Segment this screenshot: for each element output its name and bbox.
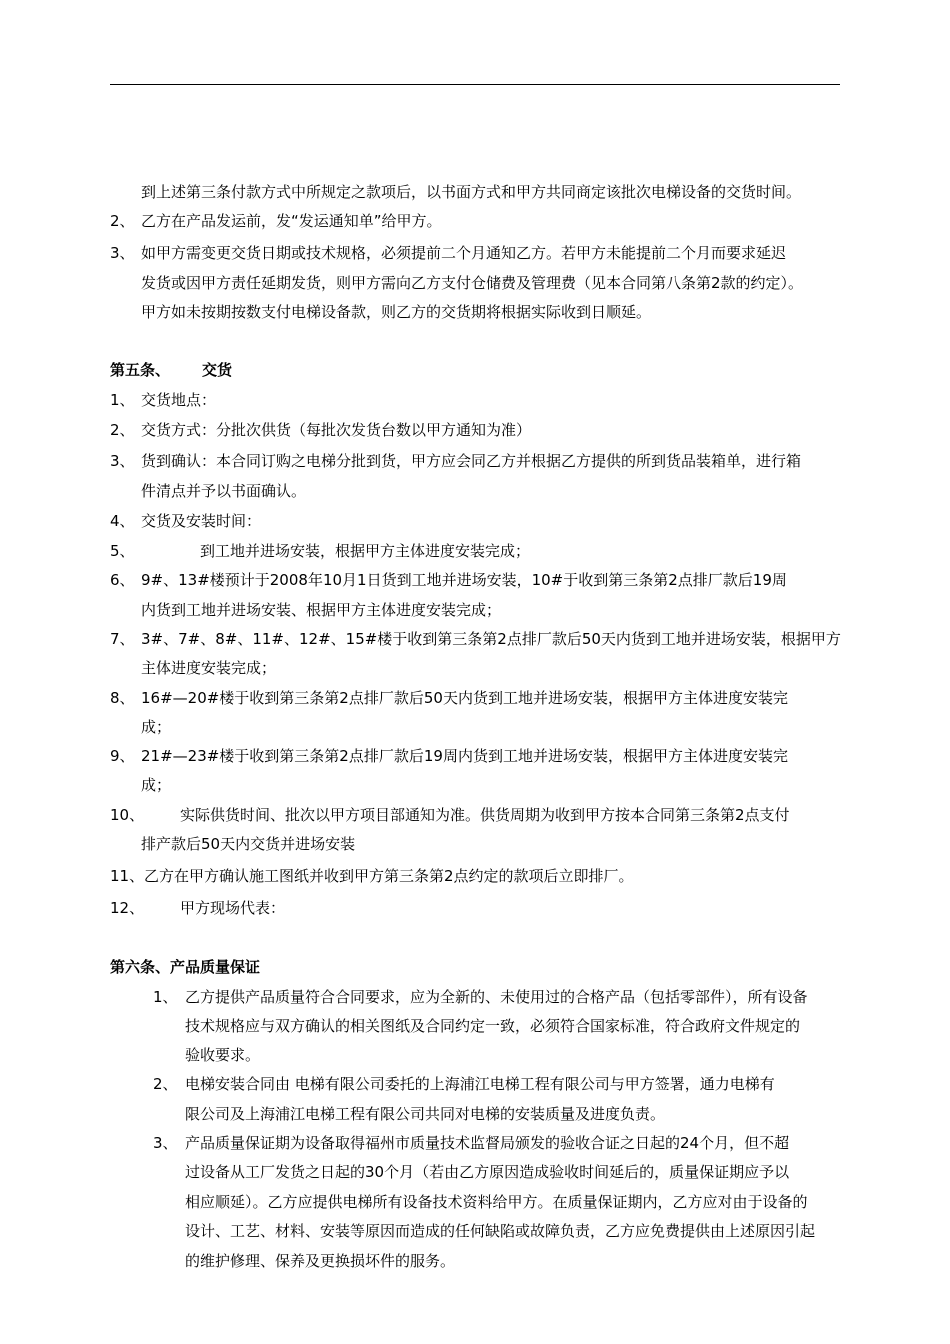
clause5-item8-num: 8、 <box>110 689 135 707</box>
header-rule <box>110 84 840 85</box>
clause5-item9-line1: 21#—23#楼于收到第三条第2点排厂款后19周内货到工地并进场安装，根据甲方主体进度安装完 <box>141 747 788 765</box>
clause5-item10-line1: 实际供货时间、批次以甲方项目部通知为准。供货周期为收到甲方按本合同第三条第2点支付 <box>180 806 790 824</box>
clause5-item3-line2: 件清点并予以书面确认。 <box>141 482 307 500</box>
clause5-item5-num: 5、 <box>110 542 135 560</box>
clause5-item10-num: 10、 <box>110 806 145 824</box>
clause6-item3-line4: 设计、工艺、材料、安装等原因而造成的任何缺陷或故障负责，乙方应免费提供由上述原因引起 <box>185 1222 816 1240</box>
clause5-item7-line1: 3#、7#、8#、11#、12#、15#楼于收到第三条第2点排厂款后50天内货到工地并进场安装，根据甲方 <box>141 630 841 648</box>
clause5-item9-line2: 成； <box>141 776 172 794</box>
clause5-heading-num: 第五条、 <box>110 361 171 379</box>
clause6-item3-line3: 相应顺延）。乙方应提供电梯所有设备技术资料给甲方。在质量保证期内，乙方应对由于设备的 <box>185 1193 808 1211</box>
clause5-item10-line2: 排产款后50天内交货并进场安装 <box>141 835 356 853</box>
clause6-item1-line1: 乙方提供产品质量符合合同要求，应为全新的、未使用过的合格产品（包括零部件），所有设备 <box>185 988 808 1006</box>
clause5-item7-line2: 主体进度安装完成； <box>141 659 277 677</box>
clause6-item2-line1: 电梯安装合同由 电梯有限公司委托的上海浦江电梯工程有限公司与甲方签署，通力电梯有 <box>185 1075 775 1093</box>
clause5-item1-num: 1、 <box>110 391 135 409</box>
clause5-item7-num: 7、 <box>110 630 135 648</box>
clause5-item11-num: 11、 <box>110 867 145 885</box>
clause5-item8-line2: 成； <box>141 718 172 736</box>
clause6-item1-num: 1、 <box>153 988 178 1006</box>
clause5-item11-line1: 乙方在甲方确认施工图纸并收到甲方第三条第2点约定的款项后立即排厂。 <box>144 867 634 885</box>
clause5-item3-line1: 货到确认：本合同订购之电梯分批到货，甲方应会同乙方并根据乙方提供的所到货品装箱单，进行箱 <box>141 452 802 470</box>
clause5-item5-line1: 到工地并进场安装，根据甲方主体进度安装完成； <box>200 542 531 560</box>
clause5-item2-num: 2、 <box>110 421 135 439</box>
clause6-item2-line2: 限公司及上海浦江电梯工程有限公司共同对电梯的安装质量及进度负责。 <box>185 1105 666 1123</box>
clause6-item3-line5: 的维护修理、保养及更换损坏件的服务。 <box>185 1252 456 1270</box>
clause6-item1-line2: 技术规格应与双方确认的相关图纸及合同约定一致，必须符合国家标准，符合政府文件规定的 <box>185 1017 801 1035</box>
clause5-item8-line1: 16#—20#楼于收到第三条第2点排厂款后50天内货到工地并进场安装，根据甲方主体进度安装完 <box>141 689 788 707</box>
clause4-item3-line2: 发货或因甲方责任延期发货，则甲方需向乙方支付仓储费及管理费（见本合同第八条第2款的约定）。 <box>141 274 804 292</box>
clause5-item1-line1: 交货地点： <box>141 391 217 409</box>
clause4-continuation: 到上述第三条付款方式中所规定之款项后，以书面方式和甲方共同商定该批次电梯设备的交货时间。 <box>141 183 802 201</box>
clause5-item4-num: 4、 <box>110 512 135 530</box>
clause4-item3-line3: 甲方如未按期按数支付电梯设备款，则乙方的交货期将根据实际收到日顺延。 <box>141 303 652 321</box>
clause5-item2-line1: 交货方式：分批次供货（每批次发货台数以甲方通知为准） <box>141 421 532 439</box>
clause4-item3-line1: 如甲方需变更交货日期或技术规格，必须提前二个月通知乙方。若甲方未能提前二个月而要求延迟 <box>141 244 787 262</box>
clause5-item6-num: 6、 <box>110 571 135 589</box>
clause6-item3-line1: 产品质量保证期为设备取得福州市质量技术监督局颁发的验收合证之日起的24个月，但不超 <box>185 1134 790 1152</box>
clause6-item1-line3: 验收要求。 <box>185 1046 261 1064</box>
clause5-item6-line1: 9#、13#楼预计于2008年10月1日货到工地并进场安装，10#于收到第三条第2点排厂款后19周 <box>141 571 787 589</box>
clause4-item3-num: 3、 <box>110 244 135 262</box>
clause5-item12-num: 12、 <box>110 899 145 917</box>
clause5-item6-line2: 内货到工地并进场安装、根据甲方主体进度安装完成； <box>141 601 502 619</box>
clause6-item3-line2: 过设备从工厂发货之日起的30个月（若由乙方原因造成验收时间延后的，质量保证期应予以 <box>185 1163 790 1181</box>
clause6-heading: 第六条、产品质量保证 <box>110 958 261 976</box>
clause4-item2-text: 乙方在产品发运前，发“发运通知单”给甲方。 <box>141 212 442 230</box>
clause5-heading-title: 交货 <box>202 361 233 379</box>
clause5-item4-line1: 交货及安装时间： <box>141 512 262 530</box>
clause4-item2-num: 2、 <box>110 212 135 230</box>
clause6-item2-num: 2、 <box>153 1075 178 1093</box>
clause6-item3-num: 3、 <box>153 1134 178 1152</box>
clause5-item3-num: 3、 <box>110 452 135 470</box>
clause5-item12-line1: 甲方现场代表： <box>180 899 286 917</box>
clause5-item9-num: 9、 <box>110 747 135 765</box>
